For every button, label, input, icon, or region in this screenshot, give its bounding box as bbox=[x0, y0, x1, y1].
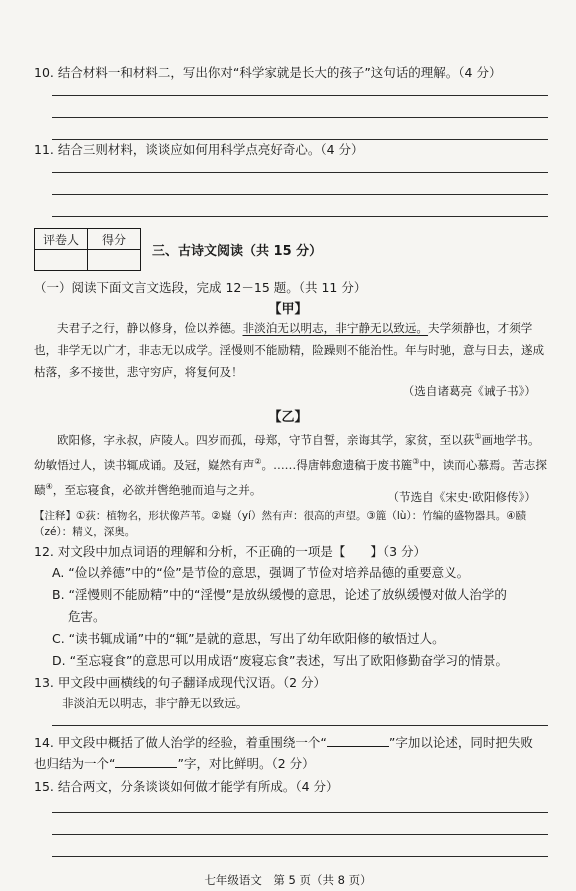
grader-header: 评卷人 bbox=[35, 229, 88, 250]
question-14 bbox=[34, 734, 533, 752]
answer-line[interactable] bbox=[52, 216, 548, 217]
question-14-text: ”字加以论述，同时把失败 bbox=[388, 735, 533, 750]
passage-yi-text: 。……得唐韩愈遗稿于废书簏 bbox=[261, 457, 413, 472]
passage-jia-source: （选自诸葛亮《诫子书》） bbox=[402, 384, 536, 398]
option-b-cont: 危害。 bbox=[68, 609, 106, 624]
translate-sentence: 非淡泊无以明志，非宁静无以致远。 bbox=[62, 696, 248, 710]
part-heading: （一）阅读下面文言文选段，完成 12－15 题。（共 11 分） bbox=[34, 280, 367, 295]
grader-cell[interactable] bbox=[35, 250, 88, 271]
answer-line[interactable] bbox=[52, 139, 548, 140]
answer-line[interactable] bbox=[52, 834, 548, 835]
passage-yi-text: 中，读而心慕焉。苦志探赜 bbox=[34, 457, 547, 497]
question-12: 12. 对文段中加点词语的理解和分析，不正确的一项是【 】（3 分） bbox=[34, 544, 427, 559]
passage-jia-text-1: 夫君子之行，静以修身，俭以养德。 bbox=[57, 321, 243, 335]
answer-line[interactable] bbox=[52, 856, 548, 857]
fill-blank-2[interactable] bbox=[115, 755, 177, 768]
footnote-mark: ③ bbox=[412, 456, 420, 466]
passage-yi-text: ，至忘寝食，必欲并辔绝驰而追与之并。 bbox=[52, 482, 262, 497]
answer-line[interactable] bbox=[52, 812, 548, 813]
answer-line[interactable] bbox=[52, 725, 548, 726]
page-footer: 七年级语文 第 5 页（共 8 页） bbox=[204, 873, 372, 887]
section-title: 三、古诗文阅读（共 15 分） bbox=[152, 244, 323, 259]
fill-blank-1[interactable] bbox=[327, 734, 389, 747]
option-c[interactable]: C. “读书辄成诵”中的“辄”是就的意思，写出了幼年欧阳修的敏悟过人。 bbox=[52, 631, 445, 646]
score-cell[interactable] bbox=[88, 250, 141, 271]
question-13: 13. 甲文段中画横线的句子翻译成现代汉语。（2 分） bbox=[34, 675, 327, 690]
answer-line[interactable] bbox=[52, 117, 548, 118]
question-14-cont bbox=[34, 755, 315, 773]
question-15: 15. 结合两文，分条谈谈如何做才能学有所成。（4 分） bbox=[34, 779, 339, 794]
passage-yi-source: （节选自《宋史·欧阳修传》） bbox=[387, 490, 536, 504]
question-11: 11. 结合三则材料，谈谈应如何用科学点亮好奇心。（4 分） bbox=[34, 142, 364, 157]
footnote-mark: ② bbox=[254, 456, 262, 466]
answer-line[interactable] bbox=[52, 194, 548, 195]
answer-line[interactable] bbox=[52, 95, 548, 96]
footnote-mark: ① bbox=[474, 432, 482, 441]
option-b[interactable]: B. “淫慢则不能励精”中的“淫慢”是放纵缓慢的意思，论述了放纵缓慢对做人治学的 bbox=[52, 587, 507, 602]
option-a[interactable]: A. “俭以养德”中的“俭”是节俭的意思，强调了节俭对培养品德的重要意义。 bbox=[52, 565, 470, 580]
passage-yi-title: 【乙】 bbox=[268, 410, 308, 425]
footnote-mark: ④ bbox=[45, 481, 53, 491]
question-14-text: 也归结为一个“ bbox=[34, 756, 116, 771]
score-header: 得分 bbox=[88, 229, 141, 250]
question-14-text: ”字，对比鲜明。（2 分） bbox=[177, 756, 315, 771]
passage-jia bbox=[34, 317, 548, 383]
option-d[interactable]: D. “至忘寝食”的意思可以用成语“废寝忘食”表述，写出了欧阳修勤奋学习的情景。 bbox=[52, 653, 508, 668]
answer-line[interactable] bbox=[52, 172, 548, 173]
passage-jia-text-2: 夫学须静也，才须学也，非学无以广才，非志无以成学。淫慢则不能励精，险躁则不能治性。年与时驰，意与日去，遂成枯落，多不接世，悲守穷庐，将复何及！ bbox=[34, 321, 545, 379]
passage-yi-text: 欧阳修，字永叔，庐陵人。四岁而孤，母郑，守节自誓，亲诲其学，家贫，至以荻 bbox=[57, 432, 475, 447]
passage-jia-title: 【甲】 bbox=[268, 302, 308, 317]
question-14-text: 14. 甲文段中概括了做人治学的经验，着重围绕一个“ bbox=[34, 735, 327, 750]
score-table bbox=[34, 228, 141, 271]
question-10: 10. 结合材料一和材料二，写出你对“科学家就是长大的孩子”这句话的理解。（4 分） bbox=[34, 65, 502, 80]
passage-yi-text: 画地学书。幼敏悟过人，读书辄成诵。及冠，嶷然有声 bbox=[34, 432, 540, 472]
annotations: 【注释】①荻：植物名，形状像芦苇。②嶷（yí）然有声：很高的声望。③簏（lù）：竹编的盛物器具。④赜（zé）：精义，深奥。 bbox=[34, 510, 527, 538]
underlined-sentence: 非淡泊无以明志，非宁静无以致远。 bbox=[242, 321, 429, 335]
